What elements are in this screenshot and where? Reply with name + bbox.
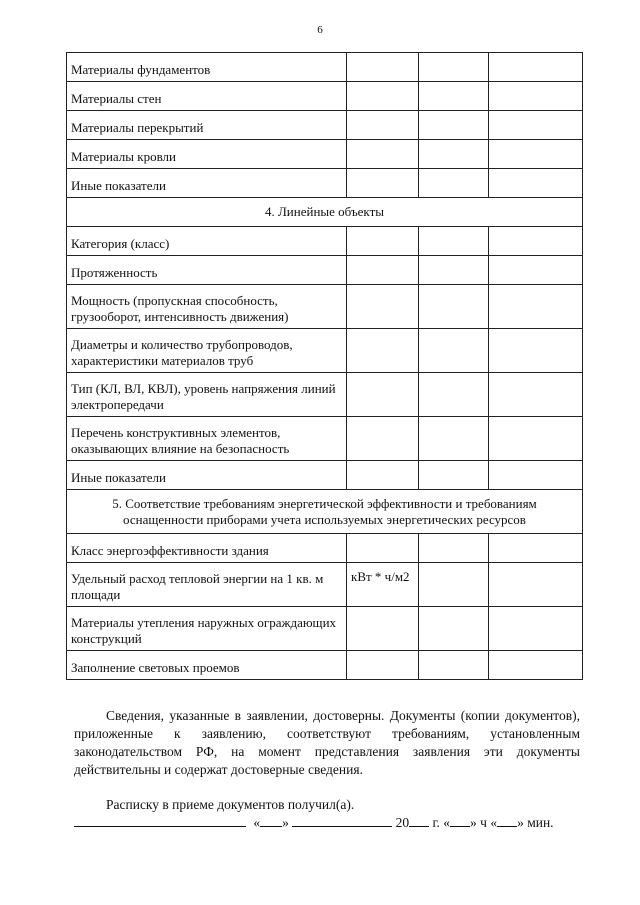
row-label: Заполнение световых проемов xyxy=(67,651,347,680)
open-quote: « xyxy=(443,815,451,830)
value-cell[interactable] xyxy=(489,534,583,563)
year-prefix: 20 xyxy=(395,815,410,830)
value-cell[interactable] xyxy=(489,563,583,607)
row-label: Диаметры и количество трубопроводов, характеристики материалов труб xyxy=(67,329,347,373)
value-cell[interactable] xyxy=(419,563,489,607)
row-label: Материалы фундаментов xyxy=(67,53,347,82)
row-label: Материалы стен xyxy=(67,82,347,111)
section-header-row xyxy=(67,490,583,534)
value-cell[interactable] xyxy=(347,373,419,417)
unit-cell xyxy=(347,534,419,563)
value-cell[interactable] xyxy=(347,111,419,140)
value-cell[interactable] xyxy=(489,111,583,140)
row-label: Перечень конструктивных элементов, оказывающих влияние на безопасность xyxy=(67,417,347,461)
minutes-suffix: мин. xyxy=(527,815,554,830)
unit-cell xyxy=(347,607,419,651)
value-cell[interactable] xyxy=(489,417,583,461)
row-label: Иные показатели xyxy=(67,461,347,490)
value-cell[interactable] xyxy=(347,329,419,373)
signature-blank[interactable] xyxy=(74,813,246,827)
table-row xyxy=(67,82,583,111)
signature-date-line xyxy=(74,813,580,832)
section-title-energy-efficiency: 5. Соответствие требованиям энергетической эффективности и требованиям оснащенности приборами учета используемых энергетических ресурсов xyxy=(67,490,583,534)
value-cell[interactable] xyxy=(419,111,489,140)
table-row xyxy=(67,373,583,417)
receipt-text: Расписку в приеме документов получил(а). xyxy=(106,797,355,812)
value-cell[interactable] xyxy=(419,329,489,373)
month-blank[interactable] xyxy=(292,813,392,827)
row-label: Материалы утепления наружных ограждающих конструкций xyxy=(67,607,347,651)
value-cell[interactable] xyxy=(489,607,583,651)
value-cell[interactable] xyxy=(419,534,489,563)
section-header-row xyxy=(67,198,583,227)
value-cell[interactable] xyxy=(419,256,489,285)
value-cell[interactable] xyxy=(419,53,489,82)
close-quote: » xyxy=(517,815,524,830)
row-label: Категория (класс) xyxy=(67,227,347,256)
value-cell[interactable] xyxy=(347,140,419,169)
table-row xyxy=(67,461,583,490)
row-label: Удельный расход тепловой энергии на 1 кв. м площади xyxy=(67,563,347,607)
value-cell[interactable] xyxy=(347,53,419,82)
value-cell[interactable] xyxy=(489,53,583,82)
declaration-paragraph: Сведения, указанные в заявлении, достоверны. Документы (копии документов), приложенные к заявлению, соответствуют требованиям, установленным законодательством РФ, на момент представления заявления эти документы действительны и содержат достоверные сведения. xyxy=(74,708,580,777)
value-cell[interactable] xyxy=(489,285,583,329)
unit-cell xyxy=(347,651,419,680)
table-row xyxy=(67,227,583,256)
value-cell[interactable] xyxy=(419,651,489,680)
value-cell[interactable] xyxy=(347,285,419,329)
value-cell[interactable] xyxy=(419,169,489,198)
day-blank[interactable] xyxy=(260,813,282,827)
value-cell[interactable] xyxy=(419,607,489,651)
open-quote: « xyxy=(490,815,498,830)
open-quote: « xyxy=(253,815,261,830)
row-label: Тип (КЛ, ВЛ, КВЛ), уровень напряжения линий электропередачи xyxy=(67,373,347,417)
value-cell[interactable] xyxy=(489,329,583,373)
table-row xyxy=(67,534,583,563)
value-cell[interactable] xyxy=(347,227,419,256)
close-quote: » xyxy=(470,815,477,830)
table-row xyxy=(67,256,583,285)
value-cell[interactable] xyxy=(419,461,489,490)
value-cell[interactable] xyxy=(419,373,489,417)
table-row xyxy=(67,111,583,140)
value-cell[interactable] xyxy=(347,461,419,490)
value-cell[interactable] xyxy=(419,417,489,461)
value-cell[interactable] xyxy=(489,651,583,680)
year-suffix: г. xyxy=(432,815,440,830)
value-cell[interactable] xyxy=(419,140,489,169)
table-row xyxy=(67,285,583,329)
characteristics-table xyxy=(66,52,583,680)
table-row xyxy=(67,607,583,651)
value-cell[interactable] xyxy=(419,82,489,111)
value-cell[interactable] xyxy=(347,169,419,198)
close-quote: » xyxy=(282,815,289,830)
value-cell[interactable] xyxy=(489,256,583,285)
unit-cell: кВт * ч/м2 xyxy=(347,563,419,607)
table-row xyxy=(67,140,583,169)
minutes-blank[interactable] xyxy=(497,813,517,827)
table-row xyxy=(67,329,583,373)
value-cell[interactable] xyxy=(347,82,419,111)
section-title-linear-objects: 4. Линейные объекты xyxy=(67,198,583,227)
hours-blank[interactable] xyxy=(450,813,470,827)
value-cell[interactable] xyxy=(419,227,489,256)
page-number: 6 xyxy=(317,24,323,36)
row-label: Материалы перекрытий xyxy=(67,111,347,140)
hours-suffix: ч xyxy=(480,815,487,830)
table-row xyxy=(67,53,583,82)
value-cell[interactable] xyxy=(489,227,583,256)
value-cell[interactable] xyxy=(419,285,489,329)
table-row xyxy=(67,417,583,461)
value-cell[interactable] xyxy=(489,82,583,111)
value-cell[interactable] xyxy=(489,461,583,490)
table-row xyxy=(67,563,583,607)
row-label: Класс энергоэффективности здания xyxy=(67,534,347,563)
value-cell[interactable] xyxy=(489,140,583,169)
row-label: Протяженность xyxy=(67,256,347,285)
table-row xyxy=(67,651,583,680)
row-label: Мощность (пропускная способность, грузооборот, интенсивность движения) xyxy=(67,285,347,329)
row-label: Материалы кровли xyxy=(67,140,347,169)
value-cell[interactable] xyxy=(489,169,583,198)
value-cell[interactable] xyxy=(489,373,583,417)
year-blank[interactable] xyxy=(409,813,429,827)
value-cell[interactable] xyxy=(347,256,419,285)
value-cell[interactable] xyxy=(347,417,419,461)
row-label: Иные показатели xyxy=(67,169,347,198)
table-row xyxy=(67,169,583,198)
